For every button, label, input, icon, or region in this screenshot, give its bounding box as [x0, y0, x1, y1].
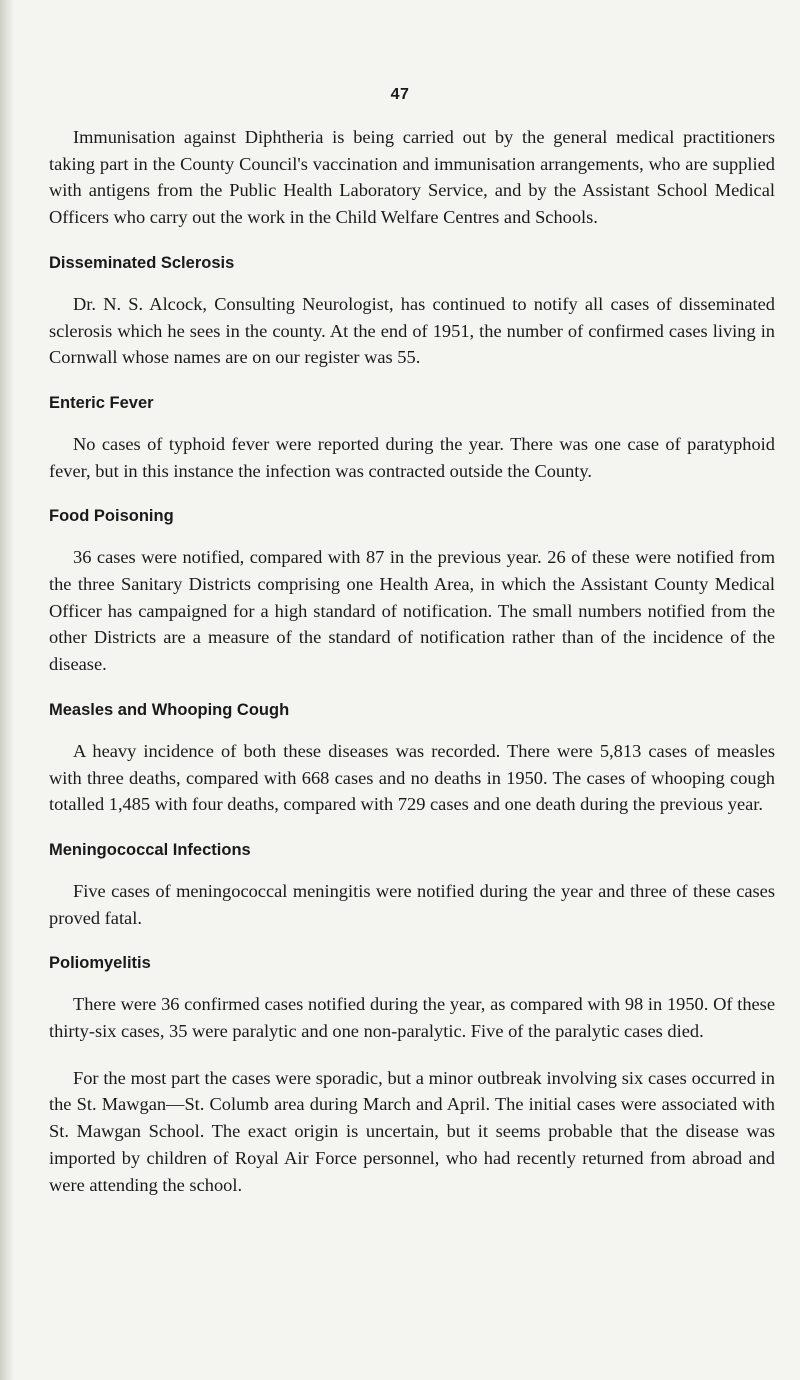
section-heading: Poliomyelitis [49, 954, 151, 973]
section-heading: Meningococcal Infections [49, 840, 251, 859]
section-paragraph: Five cases of meningococcal meningitis were notified during the year and three of these cases proved fatal. [49, 880, 775, 928]
section-paragraph: No cases of typhoid fever were reported during the year. There was one case of paratyphoid fever, but in this instance the infection was contracted outside the County. [49, 433, 775, 481]
section-poliomyelitis [49, 953, 775, 1198]
section-food-poisoning [49, 506, 775, 678]
page-number: 47 [390, 86, 410, 103]
page-binding-edge [0, 0, 14, 1380]
document-body [49, 124, 775, 1198]
section-meningococcal-infections [49, 840, 775, 931]
section-heading: Disseminated Sclerosis [49, 253, 235, 272]
section-paragraph: Dr. N. S. Alcock, Consulting Neurologist, has continued to notify all cases of disseminated sclerosis which he sees in the county. At the end of 1951, the number of confirmed cases living in Cornwall whose names are on our register was 55. [49, 293, 775, 368]
section-paragraph: A heavy incidence of both these diseases was recorded. There were 5,813 cases of measles with three deaths, compared with 668 cases and no deaths in 1950. The cases of whooping cough totalled 1,485 with four deaths, compared with 729 cases and one death during the previous year. [49, 740, 775, 815]
section-heading: Food Poisoning [49, 507, 174, 526]
section-paragraph: For the most part the cases were sporadic, but a minor outbreak involving six cases occurred in the St. Mawgan—St. Columb area during March and April. The initial cases were associated with St. Mawgan School. The exact origin is uncertain, but it seems probable that the disease was imported by children of Royal Air Force personnel, who had recently returned from abroad and were attending the school. [49, 1067, 775, 1195]
section-disseminated-sclerosis [49, 253, 775, 371]
section-enteric-fever [49, 393, 775, 484]
section-measles-whooping-cough [49, 700, 775, 818]
section-heading: Measles and Whooping Cough [49, 700, 290, 719]
intro-paragraph: Immunisation against Diphtheria is being carried out by the general medical practitioners taking part in the County Council's vaccination and immunisation arrangements, who are supplied with antigens from the Public Health Laboratory Service, and by the Assistant School Medical Officers who carry out the work in the Child Welfare Centres and Schools. [49, 127, 775, 228]
section-heading: Enteric Fever [49, 393, 154, 412]
section-paragraph: 36 cases were notified, compared with 87 in the previous year. 26 of these were notified from the three Sanitary Districts comprising one Health Area, in which the Assistant County Medical Officer has campaigned for a high standard of notification. The small numbers notified from the other Districts are a measure of the standard of notification rather than of the incidence of the disease. [49, 547, 775, 675]
section-paragraph: There were 36 confirmed cases notified during the year, as compared with 98 in 1950. Of these thirty-six cases, 35 were paralytic and one non-paralytic. Five of the paralytic cases died. [49, 994, 775, 1042]
